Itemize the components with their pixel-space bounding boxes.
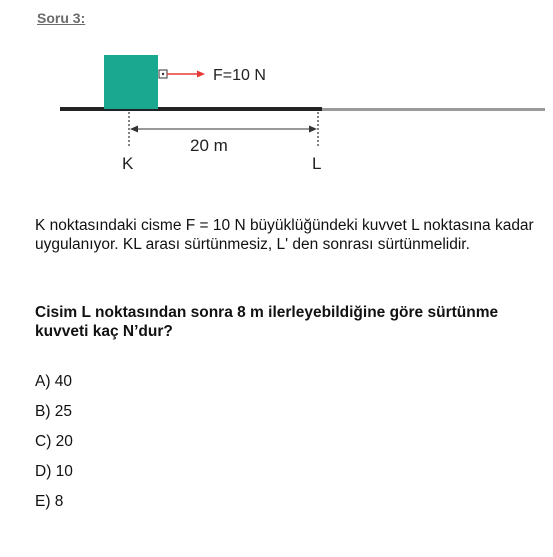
option-a[interactable]: A) 40 (35, 373, 73, 390)
option-e[interactable]: E) 8 (35, 493, 64, 510)
physics-diagram (55, 45, 545, 185)
force-arrow-head (197, 71, 205, 78)
option-b[interactable]: B) 25 (35, 403, 73, 420)
distance-arrow-right-head (309, 126, 317, 133)
question-prompt: K noktasındaki cisme F = 10 N büyüklüğündeki kuvvet L noktasına kadar uygulanıyor. KL arası sürtünmesiz, L' den sonrası sürtünmelidir. (35, 217, 534, 253)
smooth-surface (60, 107, 322, 111)
answer-options (35, 367, 73, 517)
force-label: F=10 N (213, 67, 266, 84)
distance-label: 20 m (190, 136, 228, 155)
block (104, 55, 158, 109)
question-text: Cisim L noktasından sonra 8 m ilerleyebildiğine göre sürtünme kuvveti kaç N’dur? (35, 304, 499, 340)
rough-surface (320, 108, 545, 111)
force-application-dot (162, 73, 164, 75)
point-k-label: K (122, 154, 134, 173)
distance-arrow-left-head (130, 126, 138, 133)
question-title: Soru 3: (37, 10, 86, 26)
point-l-label: L (312, 154, 322, 173)
option-c[interactable]: C) 20 (35, 433, 73, 450)
option-d[interactable]: D) 10 (35, 463, 73, 480)
